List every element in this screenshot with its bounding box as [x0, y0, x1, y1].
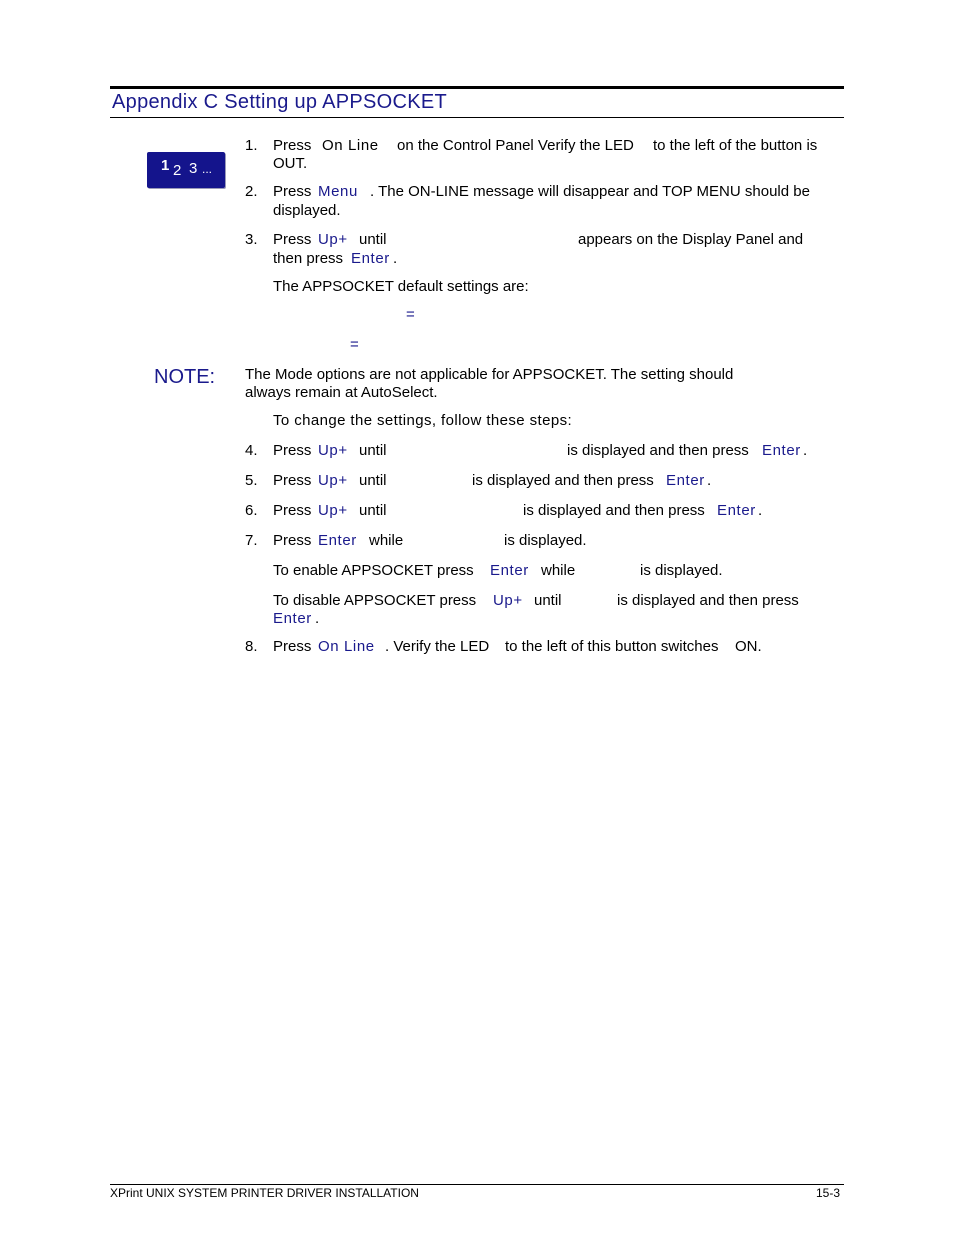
step-6-text: Press	[273, 502, 312, 519]
icon-digit-2: 2	[173, 162, 182, 179]
page-title: Appendix C Setting up APPSOCKET	[112, 91, 448, 113]
step-4-text-c: is displayed and then press	[567, 442, 749, 459]
step-3-text-b: until	[359, 231, 387, 248]
note-text-line-2: always remain at AutoSelect.	[245, 384, 438, 401]
note-text-line-1: The Mode options are not applicable for APPSOCKET. The setting should	[245, 366, 734, 383]
step-3-text-d: then press	[273, 250, 344, 267]
step-1-text-b: on the Control Panel Verify the LED	[397, 137, 634, 154]
note-label: NOTE:	[154, 366, 216, 388]
step-4-number: 4.	[245, 442, 258, 459]
step-5-text-c: is displayed and then press	[472, 472, 654, 489]
step-5-text-b: until	[359, 472, 387, 489]
step-3-text-c: appears on the Display Panel and	[578, 231, 804, 248]
step-2-text: Press	[273, 183, 312, 200]
step-1-text-d: OUT.	[273, 155, 308, 172]
step-1-number: 1.	[245, 137, 258, 154]
step-3-text-e: .	[393, 250, 398, 267]
disable-text-b: until	[534, 592, 562, 609]
step-4-text-b: until	[359, 442, 387, 459]
icon-digit-1: 1	[161, 157, 170, 174]
step-5-text: Press	[273, 472, 312, 489]
footer-rule	[110, 1184, 844, 1185]
disable-text-d: .	[315, 610, 320, 627]
defaults-equals-2: =	[350, 336, 359, 353]
step-8-text-c: to the left of this button switches	[505, 638, 719, 655]
step-6-key-2: Enter	[717, 502, 756, 519]
step-3-number: 3.	[245, 231, 258, 248]
defaults-equals-1: =	[406, 306, 415, 323]
step-8-key: On Line	[318, 638, 375, 655]
footer-page-number: 15-3	[816, 1186, 841, 1200]
step-6-text-c: is displayed and then press	[523, 502, 705, 519]
step-2-key: Menu	[318, 183, 358, 200]
step-4-text: Press	[273, 442, 312, 459]
disable-text: To disable APPSOCKET press	[273, 592, 477, 609]
disable-key-2: Enter	[273, 610, 312, 627]
step-7-key: Enter	[318, 532, 357, 549]
step-7-text-c: is displayed.	[504, 532, 587, 549]
step-6-key: Up+	[318, 502, 348, 519]
step-2-text-b: . The ON-LINE message will disappear and TOP MENU should be	[370, 183, 810, 200]
step-1-key: On Line	[322, 137, 379, 154]
header-rule-bottom	[110, 117, 844, 118]
step-7-text: Press	[273, 532, 312, 549]
disable-key: Up+	[493, 592, 523, 609]
step-1-text-c: to the left of the button is	[653, 137, 818, 154]
icon-dots: ...	[202, 162, 213, 176]
step-8-text: Press	[273, 638, 312, 655]
step-4-key-2: Enter	[762, 442, 801, 459]
step-1-text: Press	[273, 137, 312, 154]
steps-123-icon	[147, 152, 225, 188]
enable-text: To enable APPSOCKET press	[273, 562, 474, 579]
enable-text-b: while	[541, 562, 576, 579]
step-7-number: 7.	[245, 532, 258, 549]
step-5-text-d: .	[707, 472, 712, 489]
step-8-text-b: . Verify the LED	[385, 638, 490, 655]
step-5-number: 5.	[245, 472, 258, 489]
step-3-text: Press	[273, 231, 312, 248]
step-3-key: Up+	[318, 231, 348, 248]
step-5-key-2: Enter	[666, 472, 705, 489]
header-rule-top	[110, 86, 844, 89]
step-6-text-b: until	[359, 502, 387, 519]
icon-digit-3: 3	[189, 160, 198, 177]
defaults-intro: The APPSOCKET default settings are:	[273, 278, 529, 295]
footer-title: XPrint UNIX SYSTEM PRINTER DRIVER INSTALLATION	[110, 1186, 419, 1200]
step-4-key: Up+	[318, 442, 348, 459]
step-8-number: 8.	[245, 638, 258, 655]
step-4-text-d: .	[803, 442, 808, 459]
change-intro: To change the settings, follow these steps:	[273, 412, 573, 429]
step-2-text-c: displayed.	[273, 202, 341, 219]
step-6-number: 6.	[245, 502, 258, 519]
enable-text-c: is displayed.	[640, 562, 723, 579]
step-2-number: 2.	[245, 183, 258, 200]
step-7-text-b: while	[369, 532, 404, 549]
disable-text-c: is displayed and then press	[617, 592, 799, 609]
enable-key: Enter	[490, 562, 529, 579]
step-5-key: Up+	[318, 472, 348, 489]
step-3-key-2: Enter	[351, 250, 390, 267]
step-8-text-d: ON.	[735, 638, 762, 655]
step-6-text-d: .	[758, 502, 763, 519]
